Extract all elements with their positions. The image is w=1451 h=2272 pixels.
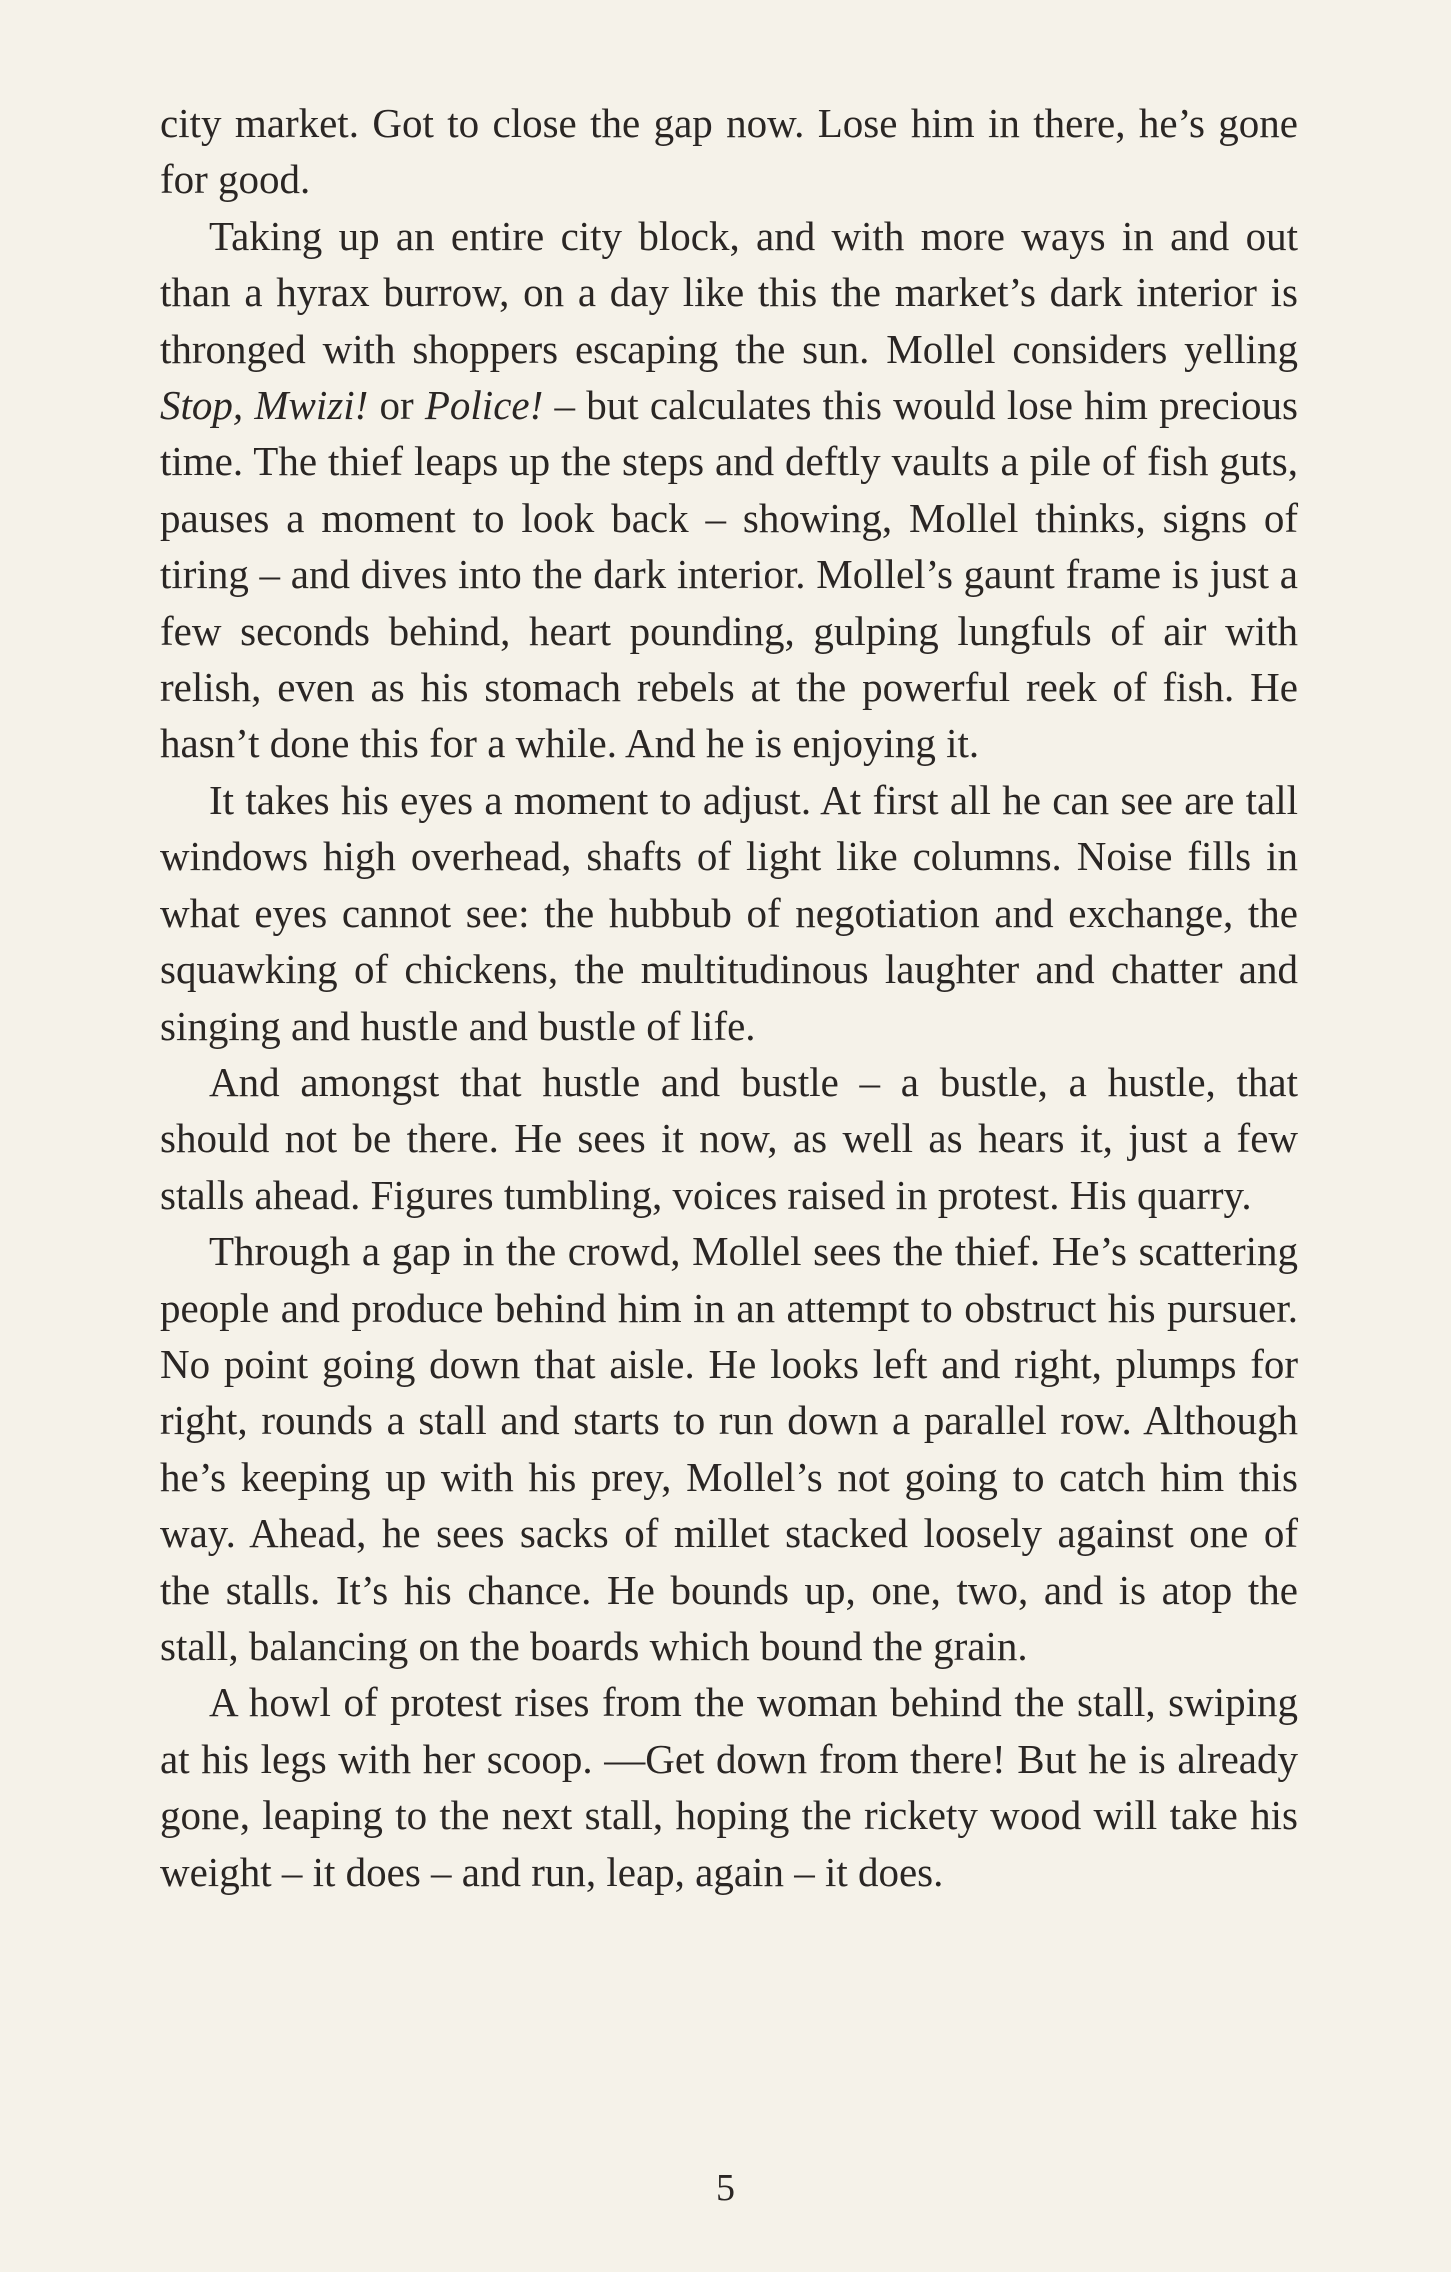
text-run: And amongst that hustle and bustle – a bustle, a hustle, that should not be there. He sees it now, as well as hears it, just a few stalls ahead. Figures tumbling, voices raised in protest. His quarry. [160,1058,1298,1218]
text-run: city market. Got to close the gap now. Lose him in there, he’s gone for good. [160,100,1298,203]
text-run: A howl of protest rises from the woman behind the stall, swiping at his legs with her scoop. —Get down from there! But he is already gone, leaping to the next stall, hoping the rickety wood will take his weight – it does – and run, leap, again – it does. [160,1679,1298,1895]
paragraph [160,1054,1298,1223]
italic-text-run: Police! [424,382,544,429]
text-run: Taking up an entire city block, and with more ways in and out than a hyrax burrow, on a day like this the market’s dark interior is thronged with shoppers escaping the sun. Mollel considers yelling [160,212,1298,372]
body-text [160,95,1298,1900]
page-number: 5 [716,2167,735,2209]
text-run: It takes his eyes a moment to adjust. At first all he can see are tall windows high overhead, shafts of light like columns. Noise fills in what eyes cannot see: the hubbub of negotiation and exchange, the squawking of chickens, the multitudinous laughter and chatter and singing and hustle and bustle of life. [160,776,1298,1049]
text-run: or [368,382,425,429]
italic-text-run: Stop, Mwizi! [160,382,369,429]
paragraph [160,1674,1298,1900]
paragraph [160,95,1298,208]
paragraph [160,772,1298,1054]
text-run: – but calculates this would lose him precious time. The thief leaps up the steps and deftly vaults a pile of fish guts, pauses a moment to look back – showing, Mollel thinks, signs of tiring – and dives into the dark interior. Mollel’s gaunt frame is just a few seconds behind, heart pounding, gulping lungfuls of air with relish, even as his stomach rebels at the powerful reek of fish. He hasn’t done this for a while. And he is enjoying it. [160,382,1299,767]
paragraph [160,1223,1298,1674]
text-run: Through a gap in the crowd, Mollel sees the thief. He’s scattering people and produce behind him in an attempt to obstruct his pursuer. No point going down that aisle. He looks left and right, plumps for right, rounds a stall and starts to run down a parallel row. Although he’s keeping up with his prey, Mollel’s not going to catch him this way. Ahead, he sees sacks of millet stacked loosely against one of the stalls. It’s his chance. He bounds up, one, two, and is atop the stall, balancing on the boards which bound the grain. [160,1228,1298,1669]
paragraph [160,208,1298,772]
